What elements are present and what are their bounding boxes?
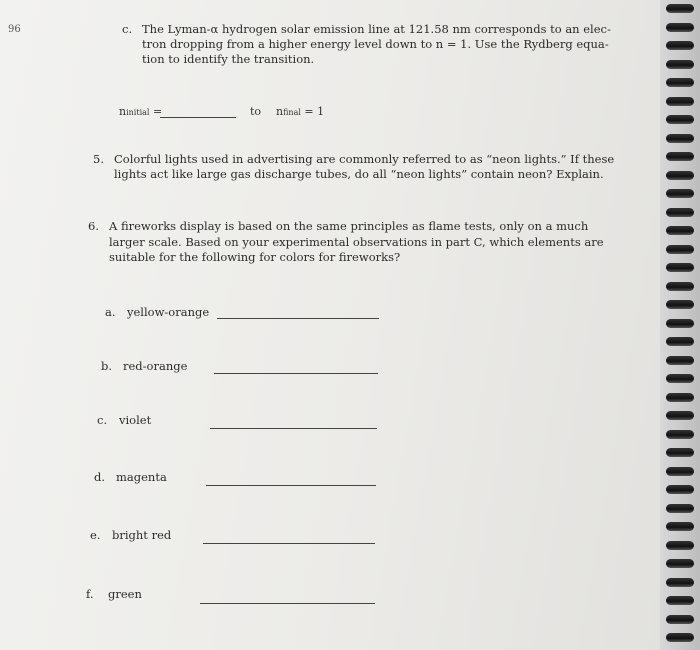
to-label: to (250, 105, 262, 118)
spiral-coil (666, 615, 694, 624)
item-b-answer-line[interactable] (214, 373, 378, 374)
spiral-coil (666, 448, 694, 457)
item-f-text: green (108, 587, 142, 601)
spiral-coil (666, 171, 694, 180)
spiral-coil (666, 393, 694, 402)
spiral-coil (666, 541, 694, 550)
item-f-letter: f. (86, 587, 94, 601)
question-c-line2: tron dropping from a higher energy level down to n = 1. Use the Rydberg equa- (142, 37, 609, 51)
spiral-coil (666, 504, 694, 513)
spiral-coil (666, 485, 694, 494)
item-d-answer-line[interactable] (206, 485, 376, 486)
spiral-coil (666, 245, 694, 254)
item-e-answer-line[interactable] (203, 543, 375, 544)
item-d-letter: d. (94, 470, 106, 484)
spiral-coil (666, 559, 694, 568)
question-6-line1: A fireworks display is based on the same principles as flame tests, only on a much (109, 219, 589, 233)
spiral-coil (666, 60, 694, 69)
spiral-coil (666, 97, 694, 106)
question-6-line3: suitable for the following for colors for fireworks? (109, 250, 401, 264)
spiral-coil (666, 356, 694, 365)
spiral-binding (660, 0, 700, 650)
spiral-coil (666, 374, 694, 383)
spiral-coil (666, 115, 694, 124)
item-c-answer-line[interactable] (210, 428, 377, 429)
spiral-coil (666, 263, 694, 272)
item-b-letter: b. (101, 359, 113, 373)
question-c-line3: tion to identify the transition. (142, 52, 315, 66)
spiral-coil (666, 300, 694, 309)
question-6-line2: larger scale. Based on your experimental observations in part C, which elements are (109, 235, 604, 249)
spiral-coil (666, 596, 694, 605)
spiral-coil (666, 226, 694, 235)
item-a-text: yellow-orange (127, 305, 210, 319)
question-5-line1: Colorful lights used in advertising are commonly referred to as “neon lights.” If these (114, 152, 615, 166)
item-b-text: red-orange (123, 359, 188, 373)
item-d-text: magenta (116, 470, 167, 484)
question-5-number: 5. (93, 152, 104, 166)
spiral-coil (666, 208, 694, 217)
spiral-coil (666, 189, 694, 198)
spiral-coil (666, 41, 694, 50)
question-c-line1: The Lyman-α hydrogen solar emission line at 121.58 nm corresponds to an elec- (142, 22, 611, 36)
item-a-answer-line[interactable] (217, 318, 379, 319)
spiral-coil (666, 578, 694, 587)
question-6-number: 6. (88, 219, 99, 233)
spiral-coil (666, 522, 694, 531)
item-e-letter: e. (90, 528, 101, 542)
item-e-text: bright red (112, 528, 172, 542)
spiral-coil (666, 23, 694, 32)
item-c-letter: c. (97, 413, 108, 427)
n-initial-answer-line[interactable] (160, 117, 236, 118)
n-initial-label: ninitial = (119, 105, 163, 118)
item-f-answer-line[interactable] (200, 603, 375, 604)
question-5-line2: lights act like large gas discharge tubes, do all “neon lights” contain neon? Explain. (114, 167, 604, 181)
spiral-coil (666, 152, 694, 161)
item-c-text: violet (119, 413, 152, 427)
page-number: 96 (8, 24, 21, 35)
n-final-label: nfinal = 1 (276, 105, 325, 118)
spiral-coil (666, 337, 694, 346)
question-c-letter: c. (122, 22, 133, 36)
spiral-coil (666, 411, 694, 420)
spiral-coil (666, 633, 694, 642)
spiral-coil (666, 282, 694, 291)
item-a-letter: a. (105, 305, 116, 319)
spiral-coil (666, 134, 694, 143)
spiral-coil (666, 430, 694, 439)
spiral-coil (666, 467, 694, 476)
spiral-coil (666, 78, 694, 87)
spiral-coil (666, 319, 694, 328)
spiral-coil (666, 4, 694, 13)
